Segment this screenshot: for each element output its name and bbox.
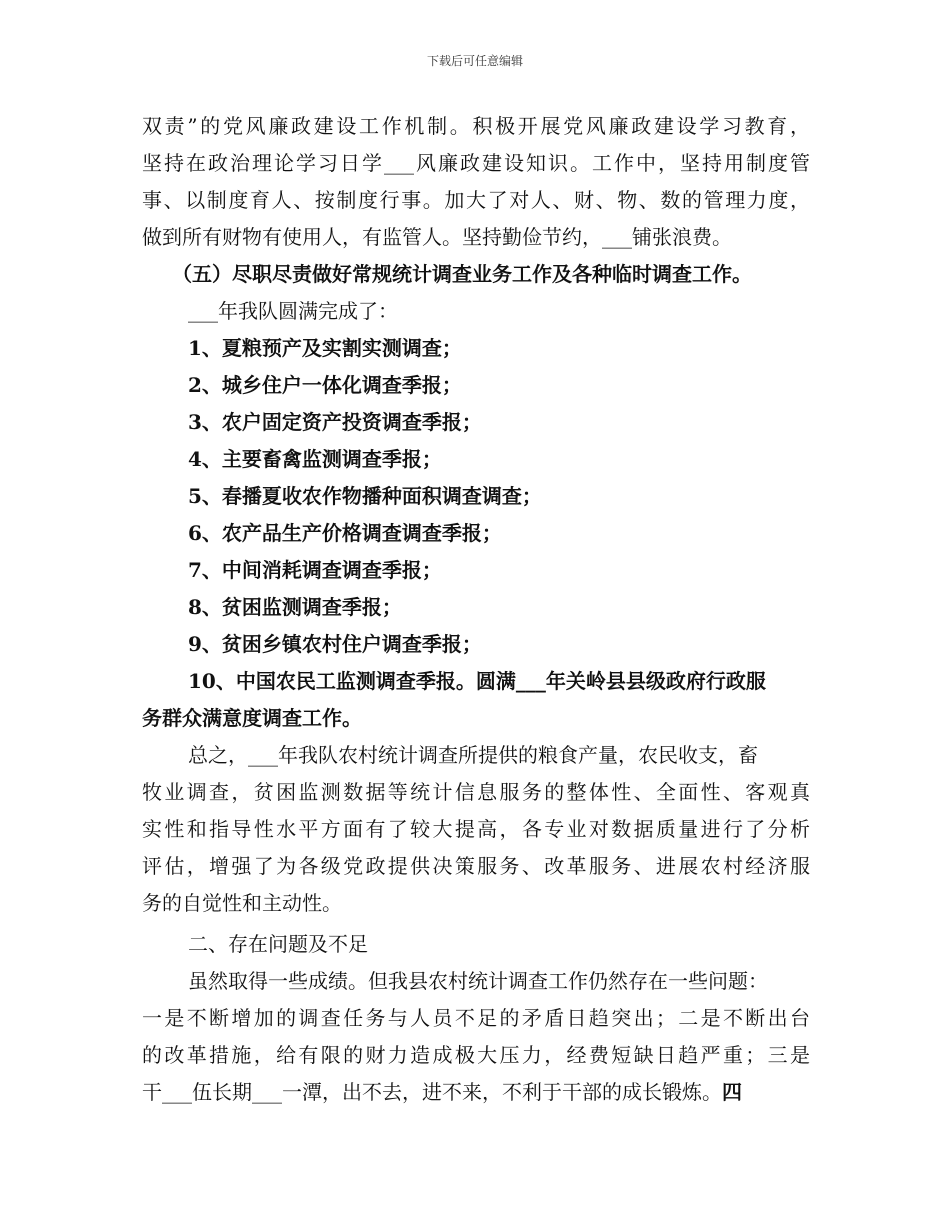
paragraph-line: 虽然取得一些成绩。但我县农村统计调查工作仍然存在一些问题： — [188, 969, 768, 993]
list-item: 6、农产品生产价格调查调查季报； — [188, 521, 502, 545]
list-item: 10、中国农民工监测调查季报。圆满___年关岭县县级政府行政服 — [188, 669, 766, 693]
paragraph-line: 坚持在政治理论学习日学___风廉政建设知识。工作中，坚持用制度管 — [142, 151, 810, 175]
paragraph-line: 做到所有财物有使用人，有监管人。坚持勤俭节约，___铺张浪费。 — [142, 225, 732, 249]
page-header: 下载后可任意编辑 — [426, 54, 523, 68]
paragraph-line: 务的自觉性和主动性。 — [142, 891, 342, 915]
list-item: 8、贫困监测调查季报； — [188, 595, 402, 619]
section-heading: 二、存在问题及不足 — [188, 932, 368, 956]
paragraph-line: 一是不断增加的调查任务与人员不足的矛盾日趋突出；二是不断出台 — [142, 1006, 810, 1030]
paragraph-line: 总之，___年我队农村统计调查所提供的粮食产量，农民收支，畜 — [188, 743, 758, 767]
list-item: 3、农户固定资产投资调查季报； — [188, 410, 482, 434]
paragraph-line: 实性和指导性水平方面有了较大提高，各专业对数据质量进行了分析 — [142, 817, 810, 841]
list-item: 4、主要畜禽监测调查季报； — [188, 447, 442, 471]
list-item: 2、城乡住户一体化调查季报； — [188, 373, 462, 397]
paragraph-line — [142, 1074, 810, 1111]
document-body — [142, 108, 810, 1111]
list-item: 7、中间消耗调查调查季报； — [188, 558, 442, 582]
paragraph-line: 双责”的党风廉政建设工作机制。积极开展党风廉政建设学习教育， — [142, 114, 810, 138]
list-item: 1、夏粮预产及实割实测调查； — [188, 336, 462, 360]
paragraph-line: 事、以制度育人、按制度行事。加大了对人、财、物、数的管理力度， — [142, 188, 810, 212]
list-item: 5、春播夏收农作物播种面积调查调查； — [188, 484, 542, 508]
paragraph-line: 评估，增强了为各级党政提供决策服务、改革服务、进展农村经济服 — [142, 854, 810, 878]
paragraph-line: 的改革措施，给有限的财力造成极大压力，经费短缺日趋严重；三是 — [142, 1043, 810, 1067]
paragraph-line: ___年我队圆满完成了： — [188, 299, 398, 323]
list-item: 9、贫困乡镇农村住户调查季报； — [188, 632, 482, 656]
paragraph-next-start: 四 — [722, 1080, 742, 1104]
section-heading: （五）尽职尽责做好常规统计调查业务工作及各种临时调查工作。 — [172, 262, 752, 286]
list-item-continuation: 务群众满意度调查工作。 — [142, 706, 362, 730]
paragraph-text: 干___伍长期___一潭，出不去，进不来，不利于干部的成长锻炼。 — [142, 1080, 722, 1104]
paragraph-line: 牧业调查，贫困监测数据等统计信息服务的整体性、全面性、客观真 — [142, 780, 810, 804]
